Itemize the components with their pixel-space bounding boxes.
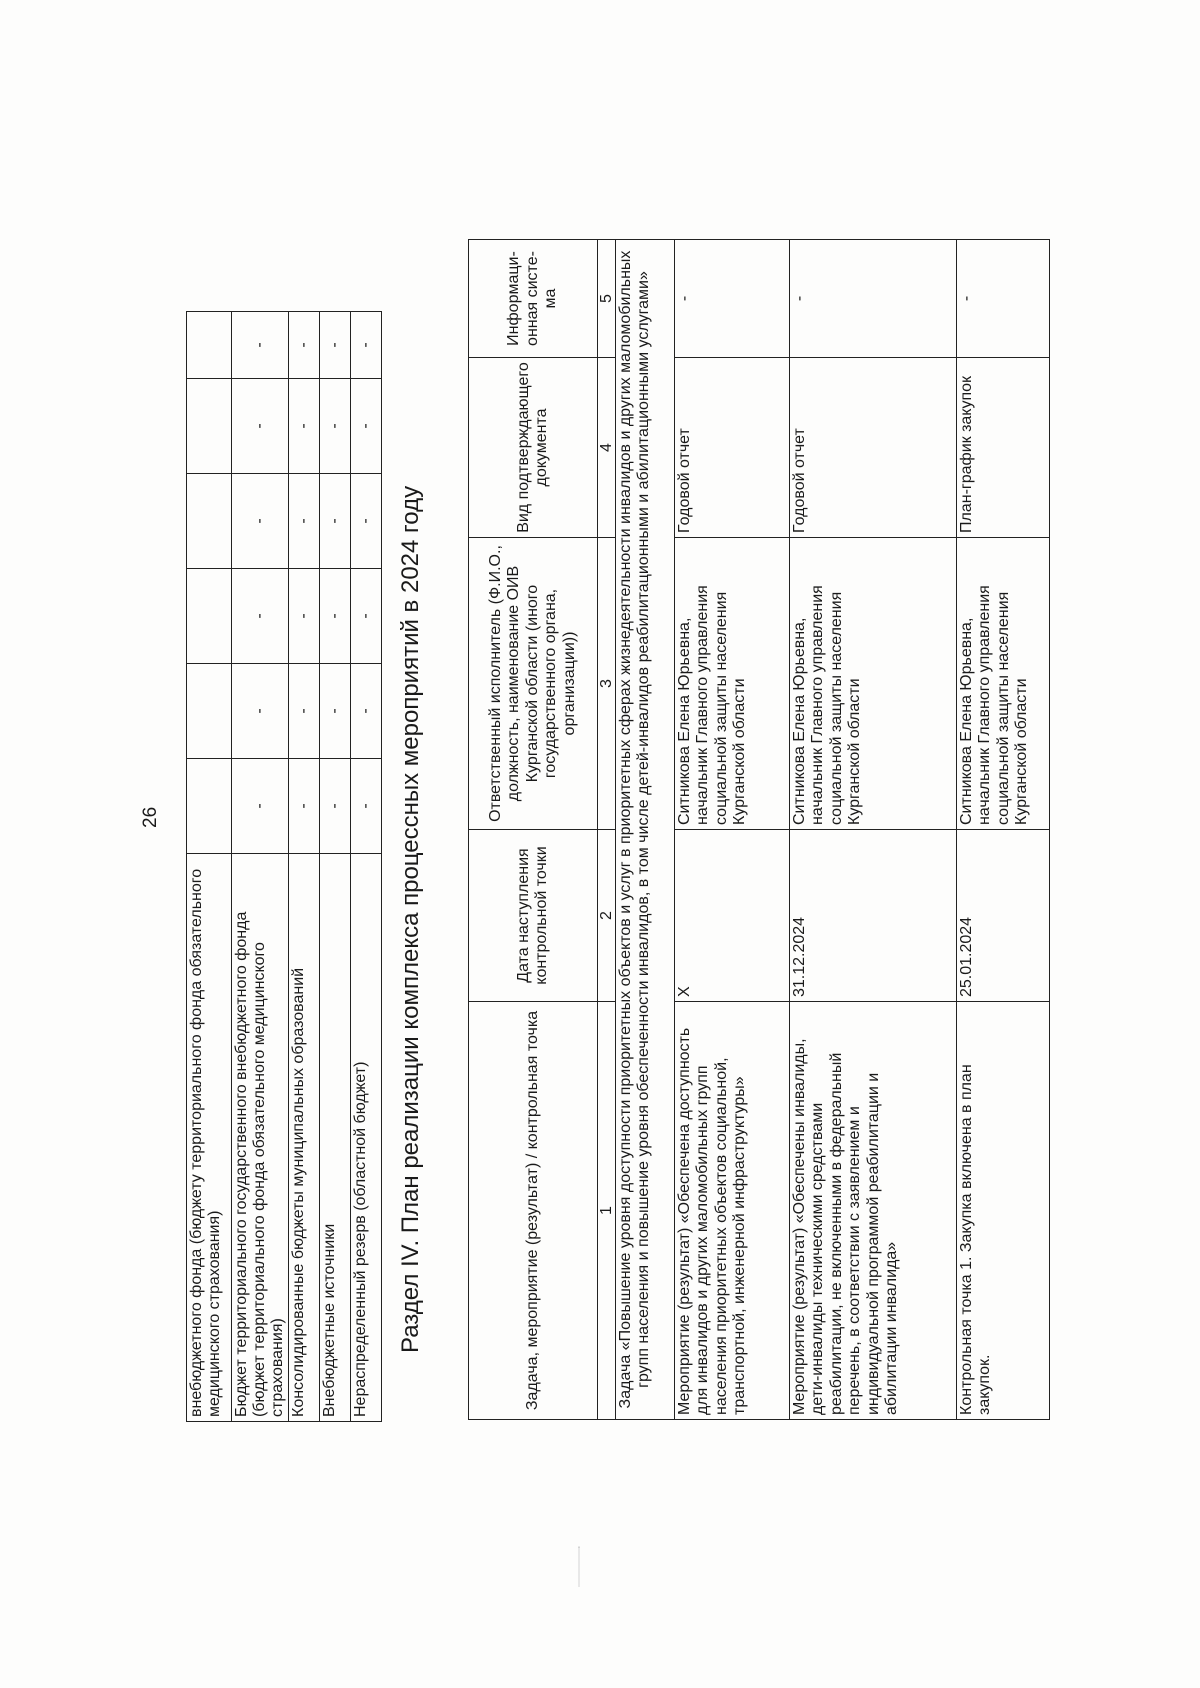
funding-row bbox=[187, 312, 232, 1422]
funding-cell: - bbox=[320, 312, 351, 379]
page-number: 26 bbox=[140, 806, 161, 828]
funding-cell bbox=[187, 474, 232, 569]
task-text: Задача «Повышение уровня доступности приоритетных объектов и услуг в приоритетных сферах жизнедеятельности инвалидов и других маломобильных групп населения и повышение уровня обеспеченности инвалидов, в том числе детей-инвалидов реабилитационными и абилитационными услугами» bbox=[616, 240, 675, 1420]
system-cell: - bbox=[957, 240, 1050, 358]
column-number: 2 bbox=[598, 830, 616, 1002]
executor-cell: Ситникова Елена Юрьевна, начальник Главного управления социальной защиты населения Курганской области bbox=[675, 538, 790, 830]
scan-speck bbox=[579, 1547, 582, 1587]
funding-cell bbox=[187, 664, 232, 759]
funding-table bbox=[186, 311, 382, 1422]
header-date: Дата наступления контрольной точки bbox=[469, 830, 598, 1002]
funding-cell: - bbox=[320, 759, 351, 854]
funding-cell: - bbox=[289, 569, 320, 664]
measure-cell: Мероприятие (результат) «Обеспечена доступность для инвалидов и других маломобильных групп населения приоритетных объектов социальной, транспортной, инженерной инфраструктуры» bbox=[675, 1002, 790, 1420]
column-number: 5 bbox=[598, 240, 616, 358]
funding-cell: - bbox=[232, 312, 289, 379]
funding-cell: - bbox=[351, 474, 382, 569]
system-cell: - bbox=[790, 240, 957, 358]
funding-row bbox=[351, 312, 382, 1422]
funding-row-label: Бюджет территориального государственного внебюджетного фонда (бюджет территориального фонда обязательного медицинского страхования) bbox=[232, 854, 289, 1422]
date-cell: X bbox=[675, 830, 790, 1002]
funding-cell: - bbox=[351, 664, 382, 759]
funding-cell: - bbox=[320, 379, 351, 474]
funding-cell: - bbox=[351, 379, 382, 474]
header-document: Вид подтверждающего документа bbox=[469, 358, 598, 538]
executor-cell: Ситникова Елена Юрьевна, начальник Главного управления социальной защиты населения Курганской области bbox=[957, 538, 1050, 830]
funding-row-label: Нераспределенный резерв (областной бюджет) bbox=[351, 854, 382, 1422]
column-number: 1 bbox=[598, 1002, 616, 1420]
funding-row bbox=[320, 312, 351, 1422]
system-cell: - bbox=[675, 240, 790, 358]
funding-row bbox=[289, 312, 320, 1422]
funding-cell: - bbox=[351, 569, 382, 664]
funding-cell: - bbox=[232, 759, 289, 854]
funding-cell: - bbox=[289, 379, 320, 474]
date-cell: 25.01.2024 bbox=[957, 830, 1050, 1002]
funding-cell: - bbox=[320, 569, 351, 664]
funding-cell: - bbox=[232, 569, 289, 664]
header-task: Задача, мероприятие (результат) / контрольная точка bbox=[469, 1002, 598, 1420]
funding-row bbox=[232, 312, 289, 1422]
measure-cell: Контрольная точка 1. Закупка включена в план закупок. bbox=[957, 1002, 1050, 1420]
funding-cell: - bbox=[289, 474, 320, 569]
plan-row bbox=[675, 240, 790, 1420]
funding-cell: - bbox=[289, 759, 320, 854]
funding-cell: - bbox=[351, 759, 382, 854]
funding-cell: - bbox=[232, 379, 289, 474]
executor-cell: Ситникова Елена Юрьевна, начальник Главного управления социальной защиты населения Курганской области bbox=[790, 538, 957, 830]
document-cell: План-график закупок bbox=[957, 358, 1050, 538]
funding-cell: - bbox=[232, 664, 289, 759]
task-row bbox=[616, 240, 675, 1420]
plan-header-row bbox=[469, 240, 598, 1420]
column-numbers-row bbox=[598, 240, 616, 1420]
header-system: Информаци-онная систе-ма bbox=[469, 240, 598, 358]
funding-row-label: Консолидированные бюджеты муниципальных образований bbox=[289, 854, 320, 1422]
header-executor: Ответственный исполнитель (Ф.И.О., должность, наименование ОИВ Курганской области (иного государственного органа, организации)) bbox=[469, 538, 598, 830]
funding-cell: - bbox=[320, 474, 351, 569]
funding-cell: - bbox=[232, 474, 289, 569]
funding-cell: - bbox=[289, 312, 320, 379]
column-number: 3 bbox=[598, 538, 616, 830]
column-number: 4 bbox=[598, 358, 616, 538]
funding-cell: - bbox=[351, 312, 382, 379]
funding-cell bbox=[187, 312, 232, 379]
date-cell: 31.12.2024 bbox=[790, 830, 957, 1002]
section-title: Раздел IV. План реализации комплекса процессных мероприятий в 2024 году bbox=[397, 485, 424, 1353]
document-cell: Годовой отчет bbox=[675, 358, 790, 538]
funding-row-label: внебюджетного фонда (бюджету территориального фонда обязательного медицинского страхования) bbox=[187, 854, 232, 1422]
funding-cell bbox=[187, 379, 232, 474]
measure-cell: Мероприятие (результат) «Обеспечены инвалиды, дети-инвалиды техническими средствами реабилитации, не включенными в федеральный перечень, в соответствии с заявлением и индивидуальной программой реабилитации и абилитации инвалида» bbox=[790, 1002, 957, 1420]
plan-row bbox=[790, 240, 957, 1420]
funding-cell: - bbox=[289, 664, 320, 759]
document-cell: Годовой отчет bbox=[790, 358, 957, 538]
funding-cell bbox=[187, 759, 232, 854]
plan-table bbox=[468, 239, 1050, 1420]
funding-row-label: Внебюджетные источники bbox=[320, 854, 351, 1422]
funding-cell bbox=[187, 569, 232, 664]
plan-row bbox=[957, 240, 1050, 1420]
funding-cell: - bbox=[320, 664, 351, 759]
